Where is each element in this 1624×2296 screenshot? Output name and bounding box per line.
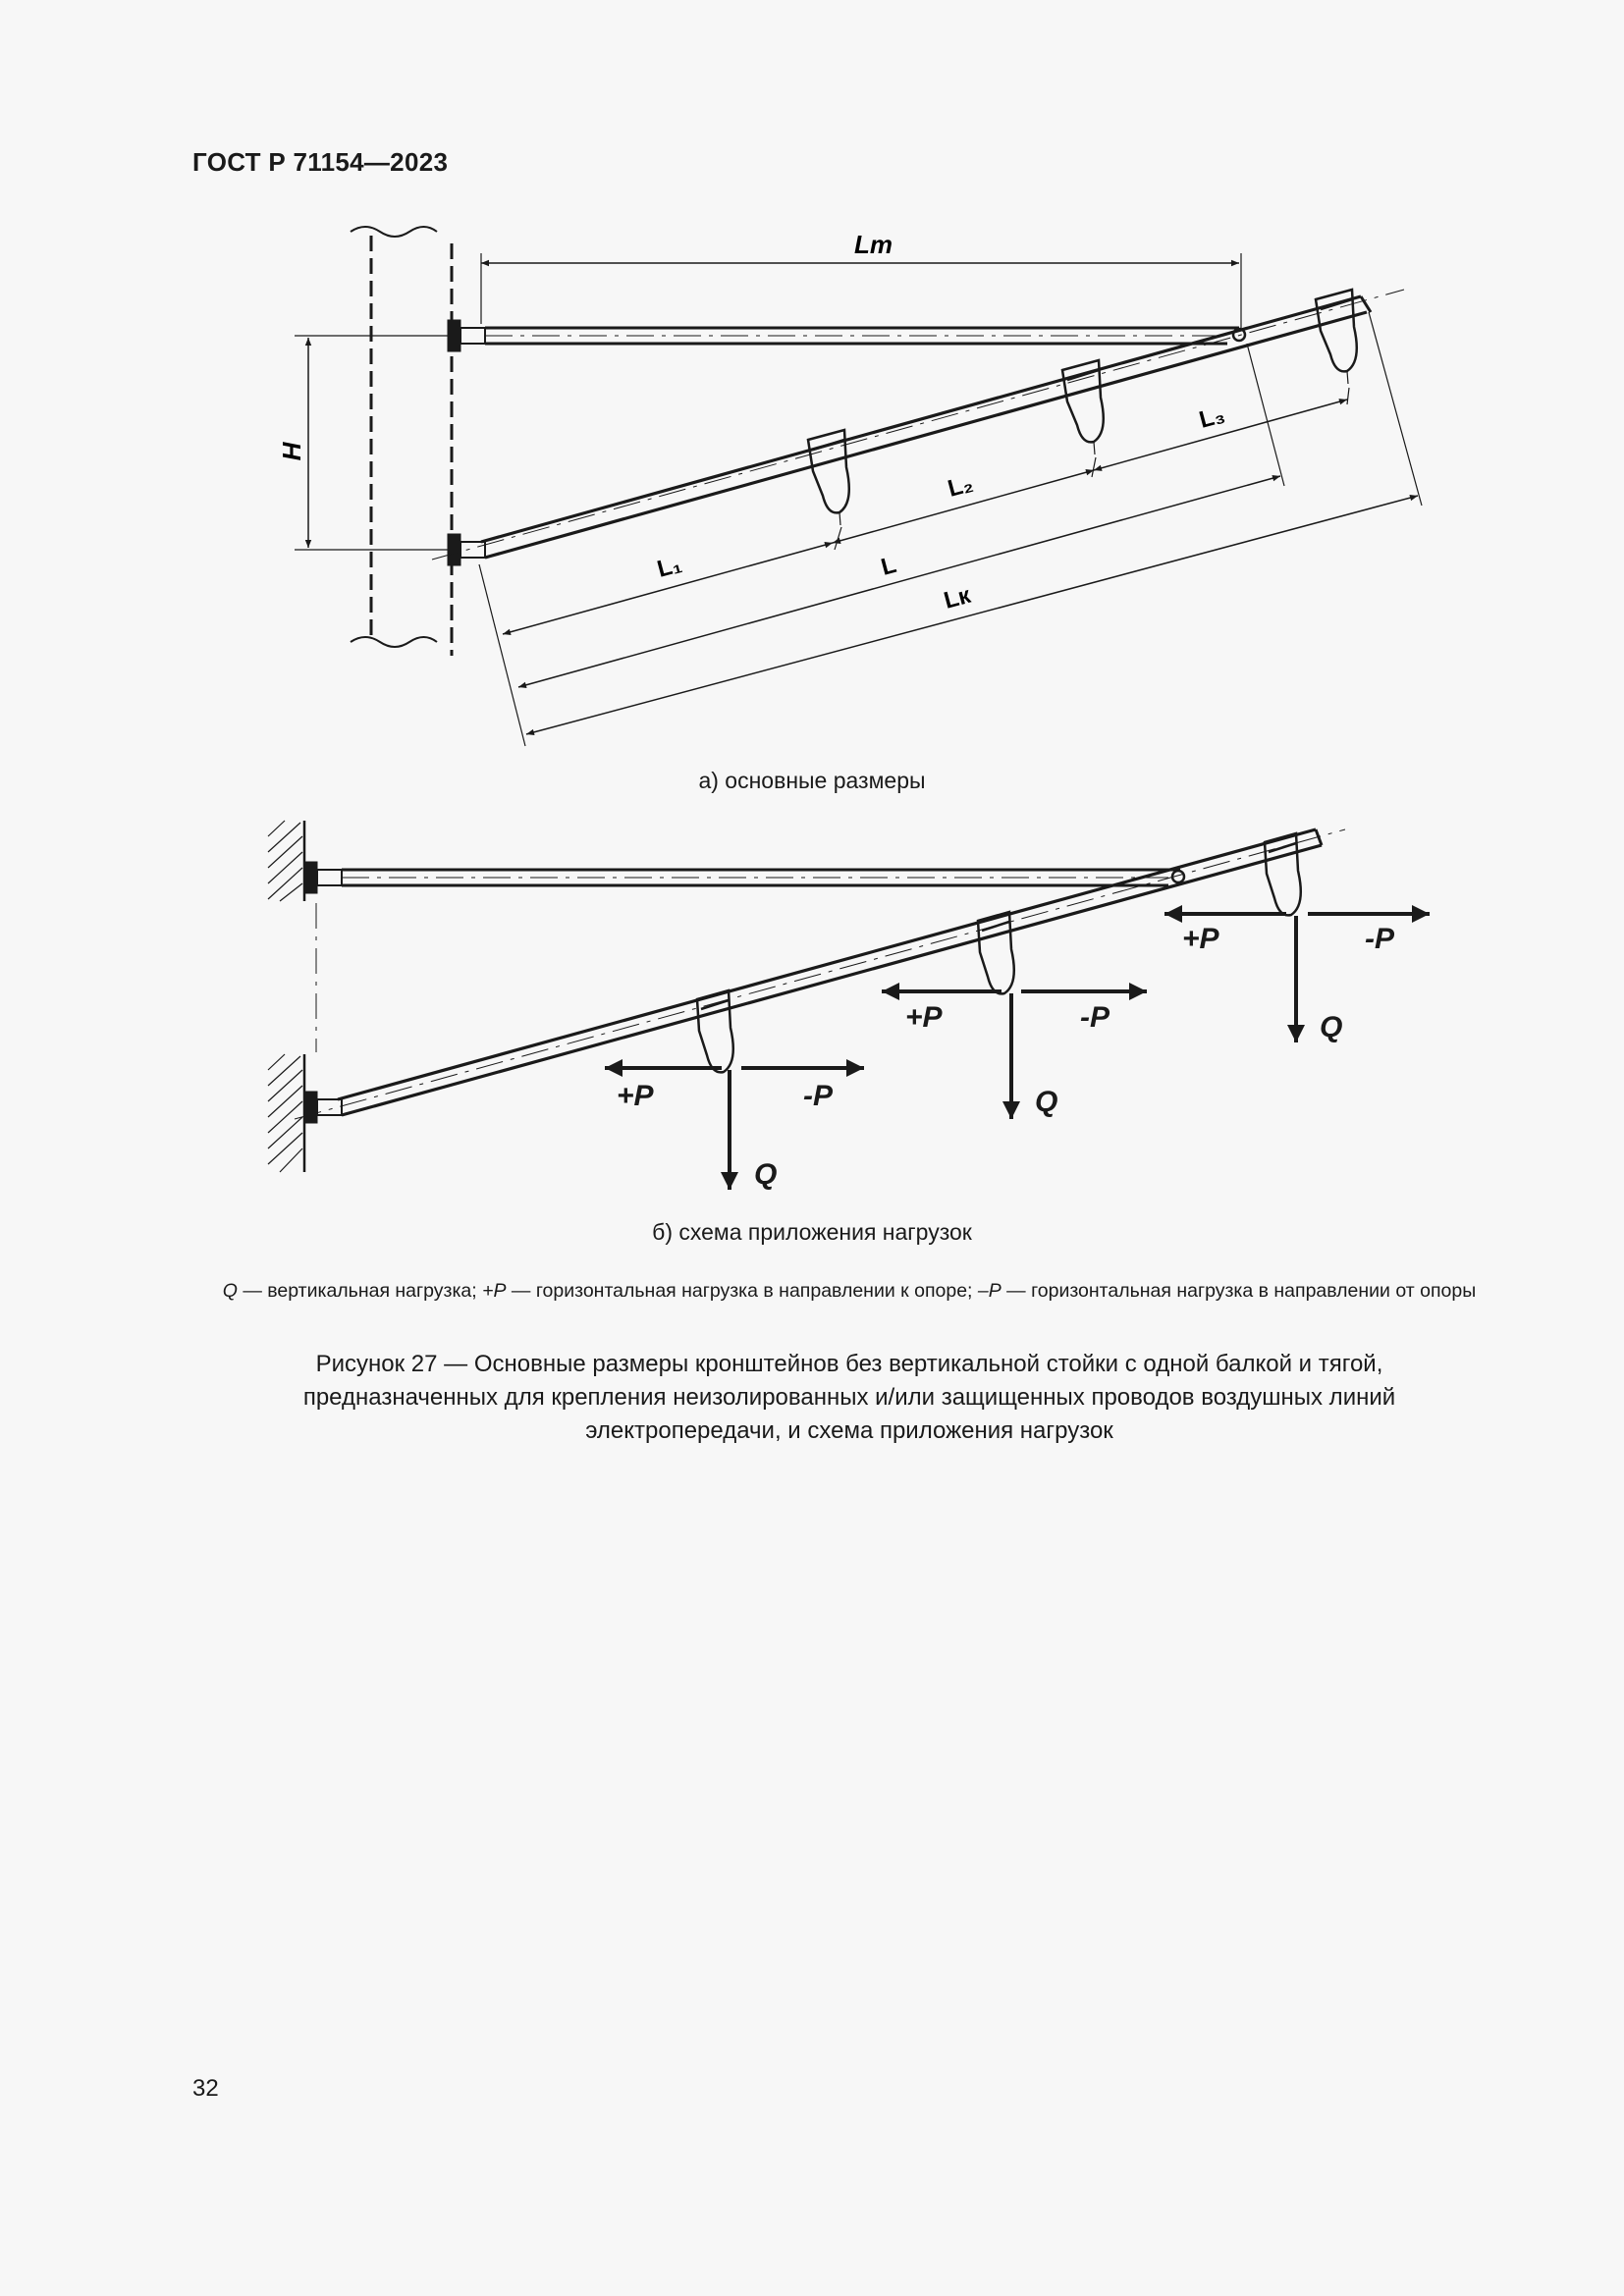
dim-label-l: L	[878, 551, 899, 581]
dim-label-lk: Lк	[941, 581, 974, 614]
dim-label-l1: L₁	[654, 551, 685, 583]
load-label-minus-p-1: -P	[803, 1080, 833, 1112]
load-label-plus-p-3: +P	[1182, 923, 1219, 955]
load-label-q-1: Q	[754, 1158, 778, 1191]
dim-label-l2: L₂	[945, 470, 977, 503]
figure-legend	[187, 1278, 1512, 1305]
legend-plus-p-symbol: +P	[482, 1280, 507, 1302]
dim-label-h: H	[277, 442, 306, 461]
load-label-q-3: Q	[1320, 1011, 1343, 1043]
figure-a-caption: а) основные размеры	[698, 768, 926, 793]
load-label-plus-p-1: +P	[617, 1080, 654, 1112]
document-header: ГОСТ Р 71154—2023	[192, 147, 449, 177]
figure-b-caption: б) схема приложения нагрузок	[652, 1219, 972, 1245]
legend-q-text: — вертикальная нагрузка;	[237, 1280, 483, 1302]
load-label-q-2: Q	[1035, 1086, 1058, 1118]
page-number: 32	[192, 2075, 219, 2102]
legend-plus-p-text: — горизонтальная нагрузка в направлении к опоре;	[506, 1280, 978, 1302]
dim-label-l3: L₃	[1196, 401, 1228, 434]
load-label-minus-p-2: -P	[1080, 1001, 1110, 1034]
figure-b-drawing	[268, 821, 1430, 1190]
dim-label-lt: Lт	[854, 230, 893, 259]
figure-a-drawing	[295, 227, 1422, 746]
legend-minus-p-symbol: –P	[977, 1280, 1001, 1302]
load-label-plus-p-2: +P	[905, 1001, 943, 1034]
legend-minus-p-text: — горизонтальная нагрузка в направлении от опоры	[1001, 1280, 1477, 1302]
legend-q-symbol: Q	[222, 1280, 238, 1302]
figure-caption: Рисунок 27 — Основные размеры кронштейнов без вертикальной стойки с одной балкой и тягой, предназначенных для крепления неизолированных и/или защищенных проводов воздушных линий электропередачи, и схема приложения нагрузок	[302, 1351, 1396, 1444]
load-label-minus-p-3: -P	[1365, 923, 1394, 955]
